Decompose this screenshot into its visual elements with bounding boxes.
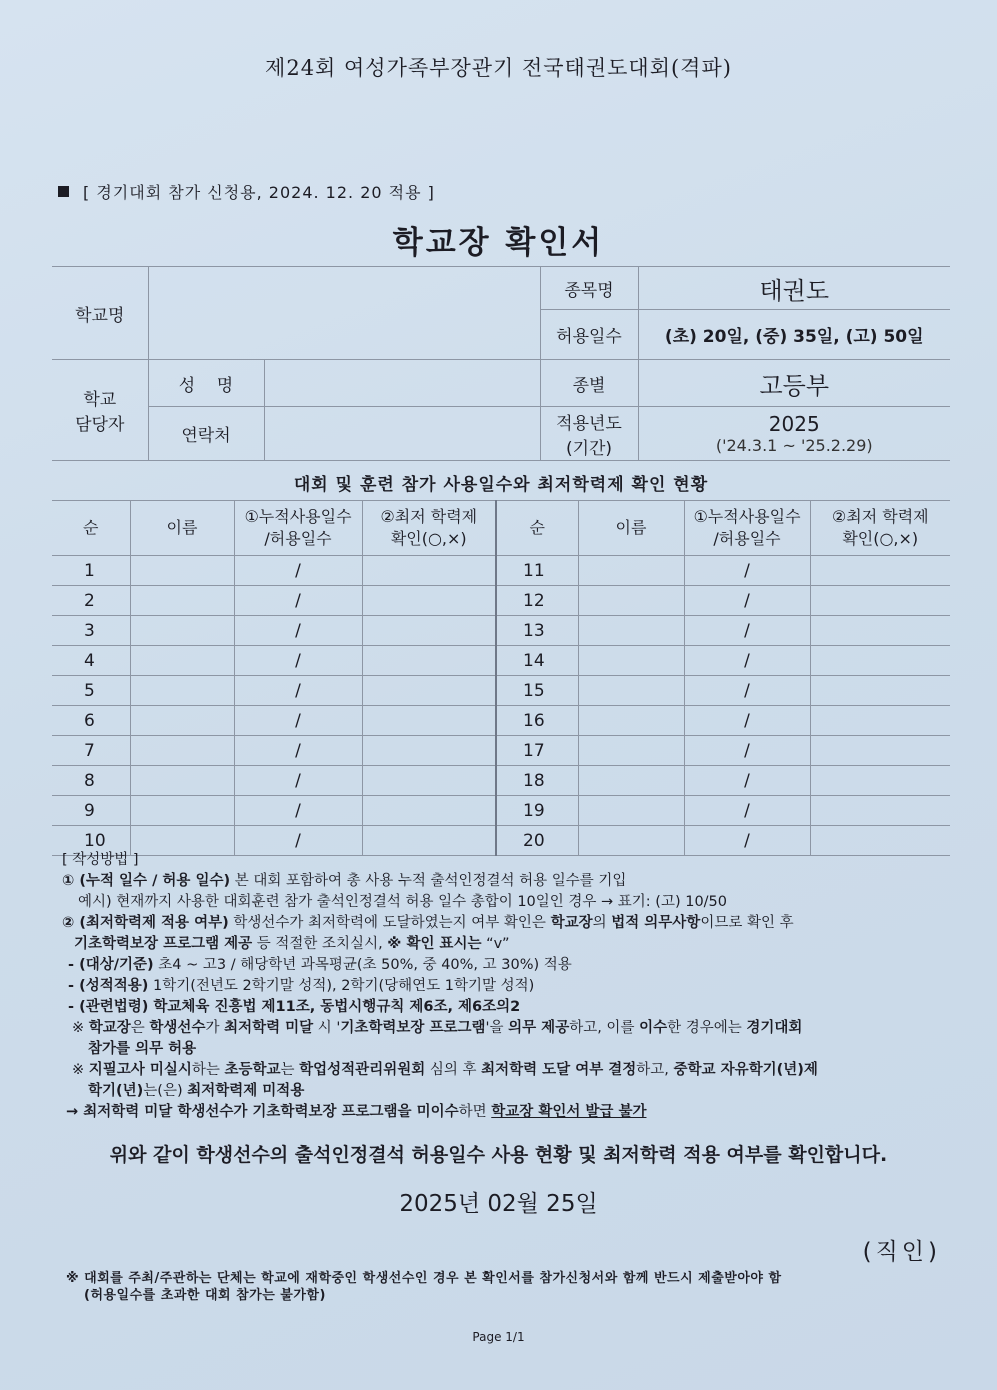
header-check-line1: ②최저 학력제 — [380, 507, 478, 526]
period-value: ('24.3.1 ~ '25.2.29) — [715, 436, 873, 455]
days-cell[interactable]: / — [684, 616, 810, 646]
check-cell[interactable] — [810, 736, 950, 766]
check-cell[interactable] — [362, 766, 496, 796]
days-cell[interactable]: / — [684, 736, 810, 766]
header-days-right-line1: ①누적사용일수 — [693, 507, 801, 526]
note-1-line2-text: 참가를 의무 허용 — [88, 1041, 197, 1057]
note-1-b: 학교장 — [88, 1020, 131, 1036]
name-cell[interactable] — [578, 676, 684, 706]
form-note-text: [ 경기대회 참가 신청용, 2024. 12. 20 적용 ] — [83, 183, 435, 202]
note-2-c: 하는 — [191, 1062, 225, 1078]
name-cell[interactable] — [130, 646, 234, 676]
note-2-line2-a: 학기(년) — [88, 1083, 144, 1099]
days-cell[interactable]: / — [234, 796, 362, 826]
note-1-k: 하고, 이를 — [569, 1020, 640, 1036]
check-cell[interactable] — [810, 706, 950, 736]
name-cell[interactable] — [578, 706, 684, 736]
page-number: Page 1/1 — [472, 1330, 525, 1344]
check-cell[interactable] — [810, 796, 950, 826]
name-cell[interactable] — [130, 736, 234, 766]
row-number: 12 — [496, 586, 578, 616]
form-note — [58, 180, 435, 203]
confirmation-statement: 위와 같이 학생선수의 출석인정결석 허용일수 사용 현황 및 최저학력 적용 여부를 확인합니다. — [109, 1144, 888, 1166]
school-name-field[interactable] — [148, 267, 540, 360]
days-cell[interactable]: / — [684, 556, 810, 586]
row-number: 6 — [52, 706, 130, 736]
note-2-f: 학업성적관리위원회 — [299, 1062, 426, 1078]
note-2-line2 — [62, 1081, 962, 1102]
manager-label-line1: 학교 — [83, 390, 117, 410]
note-1-i: '을 — [485, 1020, 509, 1036]
year-label — [540, 407, 638, 461]
note-2-a: ※ — [72, 1062, 89, 1078]
row-number: 1 — [52, 556, 130, 586]
check-cell[interactable] — [810, 646, 950, 676]
division-label: 종별 — [540, 360, 638, 407]
header-name: 이름 — [130, 501, 234, 556]
days-cell[interactable]: / — [684, 646, 810, 676]
name-cell[interactable] — [578, 586, 684, 616]
arrow-note-a: → 최저학력 미달 학생선수가 기초학력보장 프로그램을 미이수 — [66, 1104, 459, 1120]
row-number: 14 — [496, 646, 578, 676]
note-2-b: 지필고사 미실시 — [88, 1062, 192, 1078]
instruction-2-bold: ② (최저학력제 적용 여부) — [62, 915, 229, 931]
name-cell[interactable] — [130, 706, 234, 736]
days-cell[interactable]: / — [234, 556, 362, 586]
check-cell[interactable] — [362, 556, 496, 586]
detail-2-text: 1학기(전년도 2학기말 성적), 2학기(당해연도 1학기말 성적) — [148, 978, 535, 994]
year-cell — [638, 407, 950, 461]
note-1-n: 경기대회 — [746, 1020, 803, 1036]
check-cell[interactable] — [362, 586, 496, 616]
days-cell[interactable]: / — [234, 706, 362, 736]
detail-1-text: 초4 ~ 고3 / 해당학년 과목평균(초 50%, 중 40%, 고 30%) 적용 — [153, 957, 572, 973]
instruction-2-line2 — [62, 934, 962, 955]
arrow-note-c: 학교장 확인서 발급 불가 — [491, 1104, 647, 1120]
name-field[interactable] — [264, 360, 540, 407]
check-cell[interactable] — [810, 766, 950, 796]
school-info-table — [52, 266, 950, 461]
school-name-label: 학교명 — [52, 267, 148, 360]
check-cell[interactable] — [810, 616, 950, 646]
section-title: 대회 및 훈련 참가 사용일수와 최저학력제 확인 현황 — [293, 475, 709, 495]
footnote — [66, 1270, 782, 1304]
arrow-note-b: 하면 — [458, 1104, 492, 1120]
header-days-right — [684, 501, 810, 556]
manager-label-line2: 담당자 — [75, 415, 125, 435]
event-title: 제24회 여성가족부장관기 전국태권도대회(격파) — [265, 56, 732, 80]
row-number: 3 — [52, 616, 130, 646]
event-label: 종목명 — [540, 267, 638, 310]
note-1-h: 기초학력보장 프로그램 — [340, 1020, 486, 1036]
header-days-line2: /허용일수 — [264, 529, 332, 548]
note-2-e: 는 — [280, 1062, 300, 1078]
name-cell[interactable] — [578, 616, 684, 646]
header-name-right: 이름 — [578, 501, 684, 556]
row-number: 20 — [496, 826, 578, 856]
detail-3-bold: - (관련법령) 학교체육 진흥법 제11조, 동법시행규칙 제6조, 제6조의2 — [68, 999, 521, 1015]
detail-2 — [62, 976, 962, 997]
year-value: 2025 — [768, 412, 820, 436]
row-number: 19 — [496, 796, 578, 826]
days-cell[interactable]: / — [684, 766, 810, 796]
athlete-list-table — [52, 500, 950, 856]
instruction-2-line2-bold: 기초학력보장 프로그램 제공 — [74, 936, 253, 952]
days-cell[interactable]: / — [234, 586, 362, 616]
header-no-right: 순 — [496, 501, 578, 556]
year-label-line2: (기간) — [565, 438, 613, 459]
instruction-1 — [62, 871, 962, 892]
check-cell[interactable] — [362, 616, 496, 646]
header-no: 순 — [52, 501, 130, 556]
name-label: 성 명 — [148, 360, 264, 407]
instruction-1-text: 본 대회 포함하여 총 사용 누적 출석인정결석 허용 일수를 기입 — [230, 873, 627, 889]
year-label-line1: 적용년도 — [556, 413, 622, 434]
allowed-days-value: (초) 20일, (중) 35일, (고) 50일 — [638, 310, 950, 360]
arrow-note — [62, 1102, 962, 1123]
row-number: 10 — [52, 826, 130, 856]
row-number: 17 — [496, 736, 578, 766]
row-number: 2 — [52, 586, 130, 616]
row-number: 11 — [496, 556, 578, 586]
table-row — [52, 706, 950, 736]
check-cell[interactable] — [362, 646, 496, 676]
table-row — [52, 616, 950, 646]
square-bullet-icon — [58, 186, 69, 197]
document-title: 학교장 확인서 — [392, 225, 605, 261]
name-cell[interactable] — [130, 766, 234, 796]
days-cell[interactable]: / — [234, 616, 362, 646]
days-cell[interactable]: / — [684, 706, 810, 736]
days-cell[interactable]: / — [234, 736, 362, 766]
footnote-line1: ※ 대회를 주최/주관하는 단체는 학교에 재학중인 학생선수인 경우 본 확인서를 참가신청서와 함께 반드시 제출받아야 함 — [66, 1271, 782, 1286]
table-row — [52, 736, 950, 766]
note-1 — [62, 1018, 962, 1039]
header-days-line1: ①누적사용일수 — [244, 507, 352, 526]
instruction-2-line2-text: 등 적절한 조치실시, — [252, 936, 388, 952]
instruction-2-bold-d: 법적 의무사항 — [611, 915, 701, 931]
header-check-right — [810, 501, 950, 556]
note-2-line2-c: 최저학력제 미적용 — [187, 1083, 305, 1099]
header-check-right-line1: ②최저 학력제 — [831, 507, 929, 526]
detail-1-bold: - (대상/기준) — [68, 957, 154, 973]
days-cell[interactable]: / — [234, 826, 362, 856]
contact-field[interactable] — [264, 407, 540, 461]
instructions-heading: [ 작성방법 ] — [62, 852, 139, 868]
instructions — [62, 850, 962, 1123]
note-2-j: 중학교 자유학기(년)제 — [673, 1062, 818, 1078]
table-row — [52, 556, 950, 586]
days-cell[interactable]: / — [234, 676, 362, 706]
detail-1 — [62, 955, 962, 976]
instruction-2-line2-bold2: ※ 확인 표시는 — [387, 936, 482, 952]
instruction-2 — [62, 913, 962, 934]
instruction-2-text-c: 의 — [592, 915, 612, 931]
table-row — [52, 766, 950, 796]
instruction-2-text-e: 이므로 확인 후 — [700, 915, 794, 931]
name-cell[interactable] — [130, 676, 234, 706]
note-2-g: 심의 후 — [425, 1062, 482, 1078]
division-value: 고등부 — [638, 360, 950, 407]
name-cell[interactable] — [130, 616, 234, 646]
row-number: 16 — [496, 706, 578, 736]
note-1-g: 시 ' — [313, 1020, 341, 1036]
name-cell[interactable] — [578, 556, 684, 586]
days-cell[interactable]: / — [684, 826, 810, 856]
event-value: 태권도 — [638, 267, 950, 310]
days-cell[interactable]: / — [684, 586, 810, 616]
note-1-line2 — [62, 1039, 962, 1060]
note-1-f: 최저학력 미달 — [224, 1020, 314, 1036]
days-cell[interactable]: / — [234, 766, 362, 796]
official-seal-label: (직인) — [862, 1239, 941, 1265]
name-cell[interactable] — [578, 766, 684, 796]
footnote-line2: (허용일수를 초과한 대회 참가는 불가함) — [84, 1288, 326, 1303]
note-2-i: 하고, — [636, 1062, 674, 1078]
note-1-c: 은 — [130, 1020, 150, 1036]
note-2 — [62, 1060, 962, 1081]
detail-2-bold: - (성적적용) — [68, 978, 149, 994]
days-cell[interactable]: / — [684, 676, 810, 706]
manager-label — [52, 360, 148, 461]
header-days — [234, 501, 362, 556]
issue-date: 2025년 02월 25일 — [399, 1191, 598, 1217]
check-cell[interactable] — [362, 676, 496, 706]
name-cell[interactable] — [130, 556, 234, 586]
table-row — [52, 676, 950, 706]
name-cell[interactable] — [130, 796, 234, 826]
note-1-a: ※ — [72, 1020, 89, 1036]
note-1-m: 한 경우에는 — [667, 1020, 747, 1036]
note-2-line2-b: 는(은) — [143, 1083, 188, 1099]
row-number: 15 — [496, 676, 578, 706]
table-row — [52, 586, 950, 616]
note-1-j: 의무 제공 — [508, 1020, 570, 1036]
note-1-e: 가 — [205, 1020, 225, 1036]
check-cell[interactable] — [810, 676, 950, 706]
row-number: 9 — [52, 796, 130, 826]
header-check-line2: 확인(○,×) — [390, 529, 467, 548]
note-1-d: 학생선수 — [149, 1020, 206, 1036]
note-2-h: 최저학력 도달 여부 결정 — [481, 1062, 637, 1078]
check-cell[interactable] — [362, 796, 496, 826]
instruction-1-bold: ① (누적 일수 / 허용 일수) — [62, 873, 231, 889]
detail-3 — [62, 997, 962, 1018]
contact-label: 연락처 — [148, 407, 264, 461]
check-cell[interactable] — [362, 736, 496, 766]
instruction-2-text-a: 학생선수가 최저학력에 도달하였는지 여부 확인은 — [228, 915, 551, 931]
row-number: 18 — [496, 766, 578, 796]
row-number: 5 — [52, 676, 130, 706]
instruction-2-bold-b: 학교장 — [550, 915, 593, 931]
days-cell[interactable]: / — [234, 646, 362, 676]
instruction-2-line2-v: “v” — [481, 936, 510, 952]
header-check — [362, 501, 496, 556]
check-cell[interactable] — [810, 556, 950, 586]
note-2-d: 초등학교 — [224, 1062, 281, 1078]
table-row — [52, 796, 950, 826]
row-number: 7 — [52, 736, 130, 766]
row-number: 4 — [52, 646, 130, 676]
row-number: 8 — [52, 766, 130, 796]
header-days-right-line2: /허용일수 — [713, 529, 781, 548]
check-cell[interactable] — [810, 586, 950, 616]
check-cell[interactable] — [362, 706, 496, 736]
instruction-1-example: 예시) 현재까지 사용한 대회훈련 참가 출석인정결석 허용 일수 총합이 10일인 경우 → 표기: (고) 10/50 — [78, 894, 728, 910]
note-1-l: 이수 — [639, 1020, 668, 1036]
days-cell[interactable]: / — [684, 796, 810, 826]
header-check-right-line2: 확인(○,×) — [842, 529, 919, 548]
name-cell[interactable] — [578, 796, 684, 826]
row-number: 13 — [496, 616, 578, 646]
name-cell[interactable] — [578, 736, 684, 766]
allowed-days-label: 허용일수 — [540, 310, 638, 360]
name-cell[interactable] — [578, 646, 684, 676]
table-row — [52, 646, 950, 676]
name-cell[interactable] — [130, 586, 234, 616]
